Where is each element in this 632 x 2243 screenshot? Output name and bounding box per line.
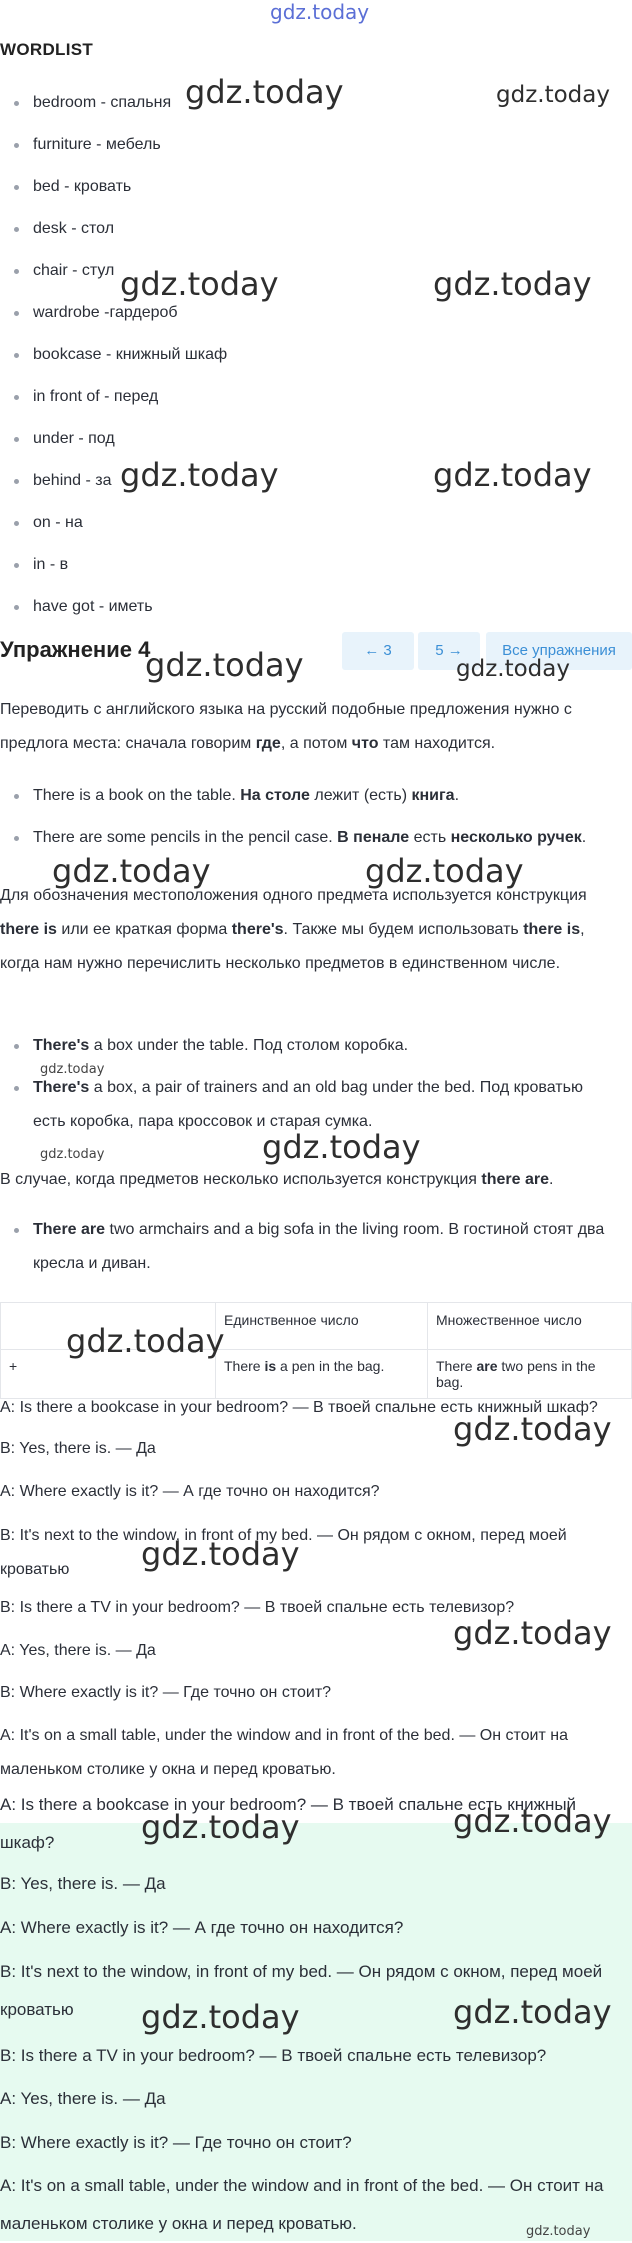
prev-exercise-button[interactable]: ← 3 xyxy=(342,632,414,670)
table-header-singular: Единственное число xyxy=(216,1303,428,1350)
example-item: There is a book on the table. На столе лежит (есть) книга. xyxy=(0,779,612,813)
watermark: gdz.today xyxy=(433,265,592,303)
list-item: under - под xyxy=(0,418,632,460)
watermark: gdz.today xyxy=(40,1147,105,1162)
watermark: gdz.today xyxy=(141,1535,300,1573)
theory-paragraph: Переводить с английского языка на русский подобные предложения нужно с предлога места: сначала говорим где, а потом что там находится. xyxy=(0,701,572,752)
site-logo[interactable]: gdz.today xyxy=(270,0,370,24)
watermark: gdz.today xyxy=(262,1128,421,1166)
list-item: chair - стул xyxy=(0,250,632,292)
dialogue-line: B: Where exactly is it? — Где точно он стоит? xyxy=(0,1684,332,1701)
watermark: gdz.today xyxy=(141,1808,300,1846)
example-item: There are two armchairs and a big sofa in the living room. В гостиной стоят два кресла и диван. xyxy=(0,1213,612,1281)
watermark: gdz.today xyxy=(120,456,279,494)
dialogue-line: A: Is there a bookcase in your bedroom? — В твоей спальне есть книжный шкаф? xyxy=(0,1399,598,1416)
list-item: desk - стол xyxy=(0,208,632,250)
list-item: bedroom - спальня xyxy=(0,82,632,124)
all-exercises-button[interactable]: Все упражнения xyxy=(486,632,632,670)
watermark: gdz.today xyxy=(141,1998,300,2036)
answer-line: A: Is there a bookcase in your bedroom? — В твоей спальне есть книжный шкаф? xyxy=(0,1795,577,1852)
theory-paragraph: Для обозначения местоположения одного предмета используется конструкция there is или ее краткая форма there's. Также мы будем использовать there is, когда нам нужно перечислить несколько предметов в единственном числе. xyxy=(0,887,587,972)
answer-line: B: Yes, there is. — Да xyxy=(0,1874,166,1893)
exercise-title: Упражнение 4 xyxy=(0,637,151,662)
list-item: in - в xyxy=(0,544,632,586)
watermark: gdz.today xyxy=(456,656,570,682)
answer-line: B: It's next to the window, in front of my bed. — Он рядом с окном, перед моей кроватью xyxy=(0,1962,603,2019)
list-item: bed - кровать xyxy=(0,166,632,208)
next-exercise-button[interactable]: 5 → xyxy=(418,632,480,670)
watermark: gdz.today xyxy=(52,852,211,890)
watermark: gdz.today xyxy=(120,265,279,303)
example-item: There's a box under the table. Под столом коробка. xyxy=(0,1029,612,1063)
watermark: gdz.today xyxy=(185,73,344,111)
theory-paragraph: В случае, когда предметов несколько используется конструкция there are. xyxy=(0,1171,554,1188)
watermark: gdz.today xyxy=(365,852,524,890)
table-header-plural: Множественное число xyxy=(428,1303,632,1350)
watermark: gdz.today xyxy=(40,1062,105,1077)
list-item: in front of - перед xyxy=(0,376,632,418)
answer-line: A: Where exactly is it? — А где точно он находится? xyxy=(0,1918,404,1937)
watermark: gdz.today xyxy=(433,456,592,494)
wordlist-title: WORDLIST xyxy=(0,40,94,59)
example-item: There are some pencils in the pencil case. В пенале есть несколько ручек. xyxy=(0,821,612,855)
watermark: gdz.today xyxy=(453,1614,612,1652)
watermark: gdz.today xyxy=(145,646,304,684)
watermark: gdz.today xyxy=(453,1410,612,1448)
list-item: bookcase - книжный шкаф xyxy=(0,334,632,376)
watermark: gdz.today xyxy=(453,1993,612,2031)
table-cell-singular: There is a pen in the bag. xyxy=(216,1350,428,1399)
watermark: gdz.today xyxy=(453,1802,612,1840)
dialogue-line: A: Yes, there is. — Да xyxy=(0,1642,156,1659)
dialogue-line: B: Yes, there is. — Да xyxy=(0,1440,156,1457)
list-item: on - на xyxy=(0,502,632,544)
list-item: wardrobe -гардероб xyxy=(0,292,632,334)
watermark: gdz.today xyxy=(496,82,610,108)
list-item: have got - иметь xyxy=(0,586,632,628)
watermark: gdz.today xyxy=(66,1322,225,1360)
table-cell-plural: There are two pens in the bag. xyxy=(428,1350,632,1399)
list-item: furniture - мебель xyxy=(0,124,632,166)
dialogue-line: A: It's on a small table, under the window and in front of the bed. — Он стоит на маленьком столике у окна и перед кроватью. xyxy=(0,1727,568,1778)
list-item: behind - за xyxy=(0,460,632,502)
watermark: gdz.today xyxy=(526,2224,591,2239)
dialogue-line: B: Is there a TV in your bedroom? — В твоей спальне есть телевизор? xyxy=(0,1599,515,1616)
answer-line: B: Where exactly is it? — Где точно он стоит? xyxy=(0,2133,352,2152)
answer-line: A: Yes, there is. — Да xyxy=(0,2089,166,2108)
table-row-sign: + xyxy=(1,1350,216,1399)
answer-line: A: It's on a small table, under the window and in front of the bed. — Он стоит на маленьком столике у окна и перед кроватью. xyxy=(0,2176,604,2233)
wordlist xyxy=(0,82,632,628)
dialogue-line: A: Where exactly is it? — А где точно он находится? xyxy=(0,1483,380,1500)
example-item: There's a box, a pair of trainers and an old bag under the bed. Под кроватью есть коробка, пара кроссовок и старая сумка. xyxy=(0,1071,612,1139)
dialogue-line: B: It's next to the window, in front of my bed. — Он рядом с окном, перед моей кроватью xyxy=(0,1527,567,1578)
answer-line: B: Is there a TV in your bedroom? — В твоей спальне есть телевизор? xyxy=(0,2046,547,2065)
